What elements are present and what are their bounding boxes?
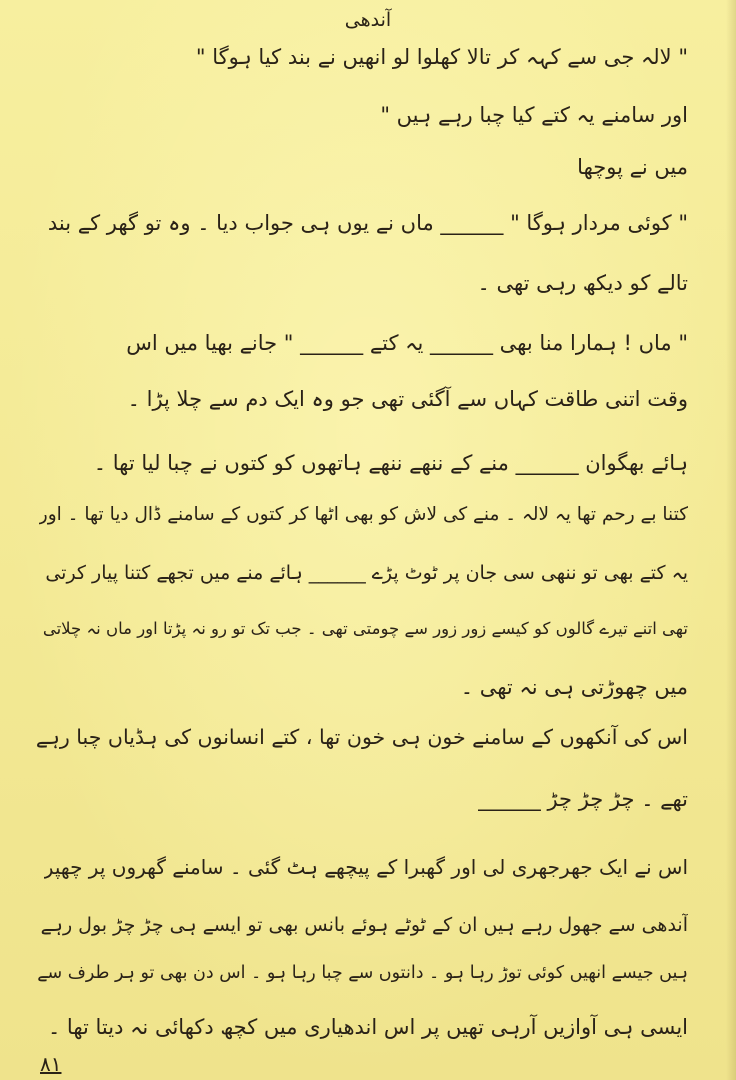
- text-line-11: تھی اتنے تیرے گالوں کو کیسے زور زور سے چومتی تھی ۔ جب تک تو رو نہ پڑتا اور ماں نہ چلاتی: [42, 619, 688, 638]
- text-line-2: اور سامنے یہ کتے کیا چبا رہے ہیں ": [380, 103, 688, 127]
- story-title: آندھی: [344, 9, 392, 31]
- text-line-5: تالے کو دیکھ رہی تھی ۔: [477, 271, 688, 295]
- text-line-3: میں نے پوچھا: [577, 155, 688, 179]
- page-number: ۸۱: [40, 1052, 62, 1076]
- text-line-4: " کوئی مردار ہوگا " ______ ماں نے یوں ہی جواب دیا ۔ وہ تو گھر کے بند: [47, 211, 688, 235]
- text-line-13: اس کی آنکھوں کے سامنے خون ہی خون تھا ، کتے انسانوں کی ہڈیاں چبا رہے: [36, 725, 688, 749]
- text-line-14: تھے ۔ چڑ چڑ چڑ ______: [477, 787, 688, 811]
- text-line-7: وقت اتنی طاقت کہاں سے آگئی تھی جو وہ ایک دم سے چلا پڑا ۔: [127, 387, 688, 411]
- text-line-12: میں چھوڑتی ہی نہ تھی ۔: [460, 675, 688, 699]
- text-line-17: ہیں جیسے انھیں کوئی توڑ رہا ہو ۔ دانتوں سے چبا رہا ہو ۔ اس دن بھی تو ہر طرف سے: [37, 963, 688, 983]
- text-line-9: کتنا بے رحم تھا یہ لالہ ۔ منے کی لاش کو بھی اٹھا کر کتوں کے سامنے ڈال دیا تھا ۔ اور: [38, 504, 688, 525]
- text-line-6: " ماں ! ہمارا منا بھی ______ یہ کتے ______ " جانے بھیا میں اس: [126, 331, 688, 355]
- text-line-15: اس نے ایک جھرجھری لی اور گھبرا کے پیچھے ہٹ گئی ۔ سامنے گھروں پر چھپر: [43, 855, 688, 879]
- text-line-16: آندھی سے جھول رہے ہیں ان کے ٹوٹے ہوئے بانس بھی تو ایسے ہی چڑ چڑ بول رہے: [40, 914, 688, 936]
- text-line-10: یہ کتے بھی تو ننھی سی جان پر ٹوٹ پڑے ______ ہائے منے میں تجھے کتنا پیار کرتی: [45, 562, 688, 584]
- text-line-8: ہائے بھگوان ______ منے کے ننھے ننھے ہاتھوں کو کتوں نے چبا لیا تھا ۔: [93, 451, 688, 475]
- text-line-18: ایسی ہی آوازیں آرہی تھیں پر اس اندھیاری میں کچھ دکھائی نہ دیتا تھا ۔: [47, 1015, 688, 1039]
- text-line-1: " لالہ جی سے کہہ کر تالا کھلوا لو انھیں نے بند کیا ہوگا ": [195, 45, 688, 69]
